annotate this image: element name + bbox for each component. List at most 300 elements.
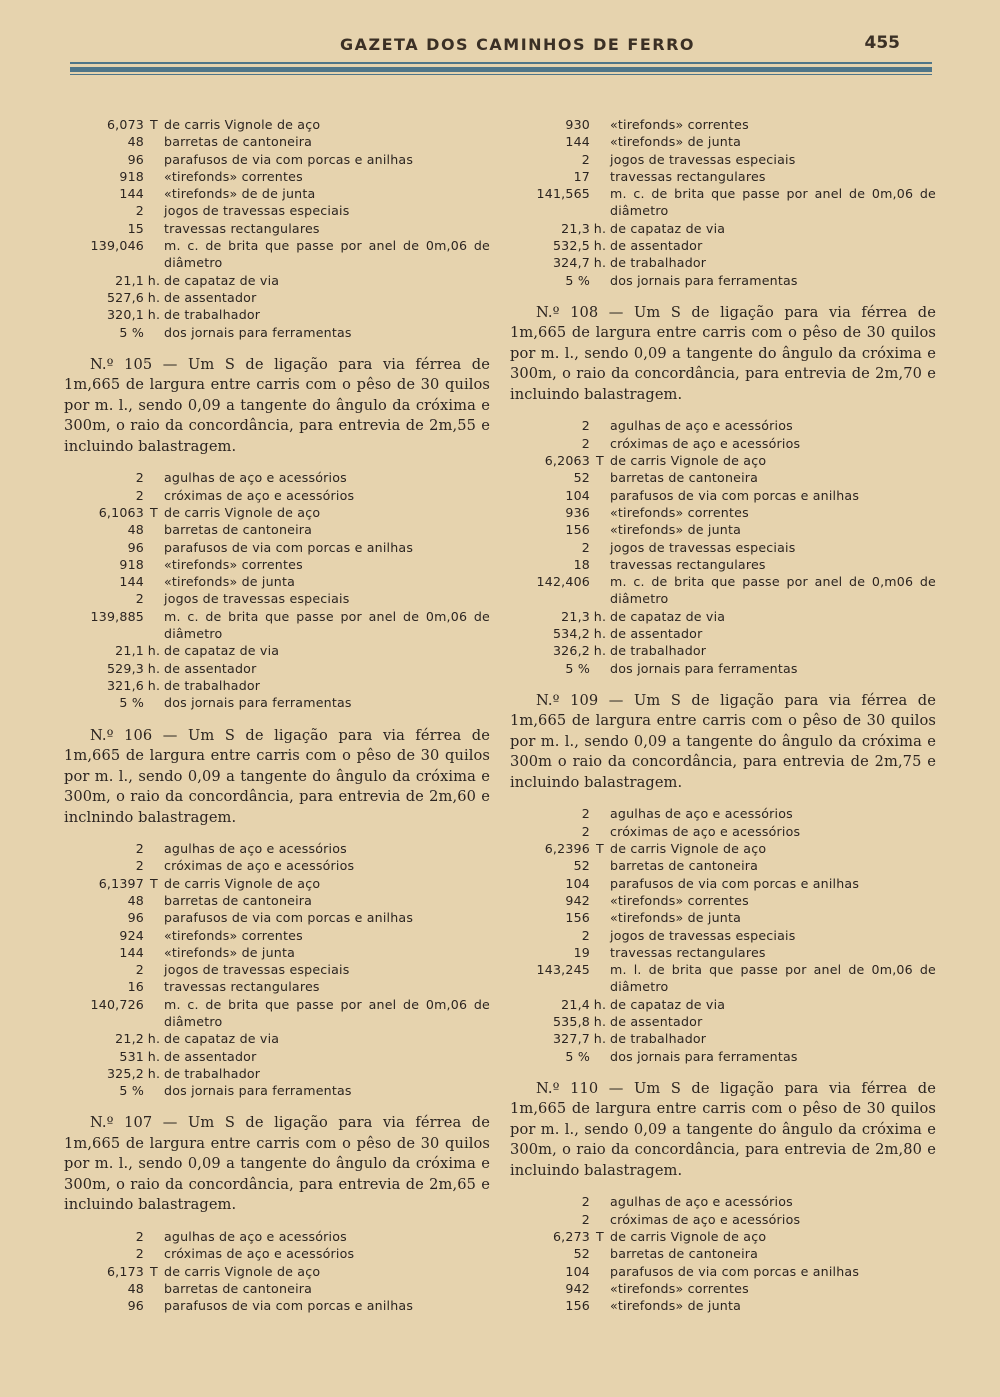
item-text: de carris Vignole de aço (610, 841, 767, 857)
quantity: 942 (565, 892, 590, 908)
quantity: 5 % (565, 1048, 590, 1064)
item-text: «tirefonds» correntes (610, 892, 749, 908)
unit (590, 1297, 610, 1314)
quantity: 2 (135, 487, 144, 503)
materials-list-106 (64, 840, 490, 1099)
quantity: 144 (565, 134, 590, 150)
quantity: 2 (135, 591, 144, 607)
unit (144, 573, 164, 590)
list-item (510, 1193, 936, 1210)
list-item (510, 272, 936, 289)
unit: T (150, 117, 158, 132)
quantity: 936 (565, 504, 590, 520)
item-text: jogos de travessas especiais (164, 962, 350, 978)
list-item (510, 1211, 936, 1228)
quantity: 96 (127, 539, 144, 555)
list-item (64, 1263, 490, 1280)
unit: T (150, 504, 158, 520)
item-text: m. c. de brita que passe por anel de 0m,06 de diâmetro (164, 608, 490, 642)
list-item (64, 168, 490, 185)
item-text: de carris Vignole de aço (164, 117, 321, 132)
materials-list-107 (64, 1228, 490, 1314)
unit: h. (593, 643, 607, 659)
unit (590, 909, 610, 926)
quantity: 2 (581, 418, 590, 434)
quantity: 325,2 (106, 1065, 144, 1081)
unit (144, 608, 164, 643)
quantity: 21,3 (561, 220, 590, 236)
item-text: agulhas de aço e acessórios (610, 418, 793, 434)
list-item (510, 857, 936, 874)
list-item (510, 435, 936, 452)
quantity: 326,2 (552, 643, 590, 659)
quantity: 6,1063 (98, 504, 144, 520)
unit (590, 116, 610, 133)
item-text: parafusos de via com porcas e anilhas (164, 1298, 414, 1314)
list-item (510, 133, 936, 150)
list-item (64, 504, 490, 521)
quantity: 529,3 (106, 660, 144, 676)
list-item (510, 961, 936, 996)
list-item (64, 909, 490, 926)
list-item (510, 875, 936, 892)
list-item (510, 504, 936, 521)
quantity: 918 (119, 556, 144, 572)
unit (590, 168, 610, 185)
quantity: 48 (127, 134, 144, 150)
quantity: 96 (127, 1298, 144, 1314)
quantity: 96 (127, 910, 144, 926)
item-text: jogos de travessas especiais (164, 591, 350, 607)
list-item (510, 1245, 936, 1262)
unit (590, 539, 610, 556)
unit: h. (593, 238, 607, 254)
item-text: m. c. de brita que passe por anel de 0,m06 de diâmetro (610, 574, 936, 607)
quantity: 156 (565, 910, 590, 926)
unit (144, 185, 164, 202)
quantity: 2 (135, 470, 144, 486)
unit (144, 1280, 164, 1297)
unit (144, 133, 164, 150)
quantity: 2 (135, 1228, 144, 1244)
unit (144, 694, 164, 711)
list-item (64, 927, 490, 944)
unit: h. (147, 1048, 161, 1064)
entry-paragraph-108: N.º 108 — Um S de ligação para via férrea de 1m,665 de largura entre carris com o pêso de 30 quilos por m. l., sendo 0,09 a tangente do ângulo da cróxima e 300m, o raio da concordância, para entrevia de 2m,70 e incluindo balastragem. (510, 303, 936, 403)
list-item (64, 324, 490, 341)
unit (144, 892, 164, 909)
unit: h. (593, 608, 607, 624)
unit (590, 133, 610, 150)
list-item (64, 289, 490, 306)
unit (144, 978, 164, 995)
materials-list-105 (64, 469, 490, 711)
quantity: 2 (581, 1194, 590, 1210)
header-rule-main (70, 67, 932, 72)
list-item (64, 1082, 490, 1099)
item-text: de trabalhador (164, 307, 261, 323)
unit (144, 539, 164, 556)
unit (590, 417, 610, 434)
quantity: 2 (581, 435, 590, 451)
item-text: jogos de travessas especiais (164, 203, 350, 219)
list-item (64, 694, 490, 711)
list-item (64, 857, 490, 874)
quantity: 2 (581, 806, 590, 822)
right-column (510, 116, 936, 1324)
unit (144, 996, 164, 1031)
unit: h. (147, 307, 161, 323)
list-item (510, 521, 936, 538)
quantity: 139,046 (90, 238, 144, 254)
item-text: «tirefonds» correntes (164, 927, 303, 943)
unit (590, 1245, 610, 1262)
header-rule-top (70, 62, 932, 64)
journal-title: GAZETA DOS CAMINHOS DE FERRO (340, 35, 696, 54)
list-item (64, 202, 490, 219)
unit (590, 805, 610, 822)
item-text: dos jornais para ferramentas (610, 660, 798, 676)
unit: h. (147, 1065, 161, 1081)
item-text: «tirefonds» de junta (164, 574, 296, 590)
header-rule-bottom (70, 74, 932, 75)
materials-list-110 (510, 1193, 936, 1314)
unit (144, 927, 164, 944)
list-item (510, 573, 936, 608)
item-text: «tirefonds» correntes (164, 168, 303, 184)
list-item (64, 539, 490, 556)
quantity: 2 (135, 858, 144, 874)
quantity: 144 (119, 574, 144, 590)
quantity: 156 (565, 1298, 590, 1314)
unit (590, 892, 610, 909)
quantity: 52 (573, 1246, 590, 1262)
item-text: de assentador (610, 626, 703, 642)
item-text: de trabalhador (164, 1065, 261, 1081)
list-item (64, 590, 490, 607)
list-item (510, 1263, 936, 1280)
quantity: 5 % (119, 1083, 144, 1099)
quantity: 21,2 (115, 1031, 144, 1047)
list-item (64, 1228, 490, 1245)
unit (590, 1048, 610, 1065)
unit (144, 1245, 164, 1262)
item-text: barretas de cantoneira (164, 1280, 313, 1296)
item-text: «tirefonds» correntes (610, 117, 749, 132)
item-text: de carris Vignole de aço (164, 1263, 321, 1279)
item-text: barretas de cantoneira (610, 470, 759, 486)
list-item (64, 1030, 490, 1047)
list-item (64, 978, 490, 995)
quantity: 104 (565, 487, 590, 503)
list-item (510, 237, 936, 254)
item-text: jogos de travessas especiais (610, 927, 796, 943)
item-text: barretas de cantoneira (164, 134, 313, 150)
entry-paragraph-106: N.º 106 — Um S de ligação para via férrea de 1m,665 de largura entre carris com o pêso de 30 quilos por m. l., sendo 0,09 a tangente do ângulo da cróxima e 300m, o raio da concordância, para entrevia de 2m,60 e inclnindo balastragem. (64, 726, 490, 826)
quantity: 930 (565, 117, 590, 132)
unit (590, 1280, 610, 1297)
unit: h. (147, 660, 161, 676)
quantity: 531 (119, 1048, 144, 1064)
unit: T (596, 841, 604, 857)
quantity: 21,1 (115, 272, 144, 288)
item-text: agulhas de aço e acessórios (164, 1228, 347, 1244)
unit (144, 1297, 164, 1314)
item-text: jogos de travessas especiais (610, 151, 796, 167)
quantity: 5 % (119, 695, 144, 711)
item-text: de capataz de via (610, 220, 726, 236)
list-item (64, 642, 490, 659)
unit (590, 927, 610, 944)
item-text: de carris Vignole de aço (164, 875, 321, 891)
item-text: barretas de cantoneira (164, 892, 313, 908)
item-text: cróximas de aço e acessórios (610, 435, 801, 451)
unit (590, 272, 610, 289)
unit: h. (593, 996, 607, 1012)
page-header (70, 30, 932, 76)
list-item (64, 660, 490, 677)
unit (590, 823, 610, 840)
list-item (510, 892, 936, 909)
quantity: 2 (581, 151, 590, 167)
unit (590, 660, 610, 677)
list-item (64, 151, 490, 168)
list-item (510, 625, 936, 642)
item-text: de trabalhador (610, 1031, 707, 1047)
item-text: de trabalhador (610, 643, 707, 659)
item-text: cróximas de aço e acessórios (610, 823, 801, 839)
item-text: parafusos de via com porcas e anilhas (164, 910, 414, 926)
item-text: «tirefonds» de junta (610, 522, 742, 538)
materials-list-108 (510, 417, 936, 676)
quantity: 104 (565, 1263, 590, 1279)
item-text: travessas rectangulares (164, 979, 320, 995)
unit (144, 961, 164, 978)
list-item (510, 220, 936, 237)
quantity: 5 % (565, 660, 590, 676)
unit (144, 909, 164, 926)
quantity: 21,3 (561, 608, 590, 624)
list-item (510, 1030, 936, 1047)
quantity: 48 (127, 892, 144, 908)
list-item (510, 996, 936, 1013)
quantity: 527,6 (106, 289, 144, 305)
item-text: m. c. de brita que passe por anel de 0m,06 de diâmetro (610, 186, 936, 219)
quantity: 534,2 (552, 626, 590, 642)
unit: h. (593, 255, 607, 271)
unit: T (596, 1228, 604, 1244)
materials-list (64, 116, 490, 341)
quantity: 140,726 (90, 996, 144, 1012)
quantity: 6,2063 (544, 453, 590, 469)
item-text: dos jornais para ferramentas (164, 1083, 352, 1099)
quantity: 144 (119, 186, 144, 202)
list-item (510, 452, 936, 469)
unit (590, 435, 610, 452)
unit: h. (147, 643, 161, 659)
list-item (64, 1048, 490, 1065)
list-item (510, 608, 936, 625)
list-item (64, 1245, 490, 1262)
list-item (64, 116, 490, 133)
list-item (510, 642, 936, 659)
unit (144, 1228, 164, 1245)
list-item (510, 417, 936, 434)
item-text: «tirefonds» de junta (610, 134, 742, 150)
list-item (64, 892, 490, 909)
unit: h. (593, 1013, 607, 1029)
list-item (64, 220, 490, 237)
item-text: agulhas de aço e acessórios (164, 470, 347, 486)
quantity: 2 (581, 1211, 590, 1227)
quantity: 104 (565, 875, 590, 891)
entry-paragraph-105: N.º 105 — Um S de ligação para via férrea de 1m,665 de largura entre carris com o pêso de 30 quilos por m. l., sendo 0,09 a tangente do ângulo da cróxima e 300m, o raio da concordância, para entrevia de 2m,55 e incluindo balastragem. (64, 355, 490, 455)
list-item (510, 805, 936, 822)
item-text: «tirefonds» de junta (610, 910, 742, 926)
unit (590, 556, 610, 573)
quantity: 924 (119, 927, 144, 943)
item-text: dos jornais para ferramentas (164, 324, 352, 340)
quantity: 2 (135, 962, 144, 978)
item-text: parafusos de via com porcas e anilhas (610, 487, 860, 503)
list-item (510, 168, 936, 185)
unit (144, 220, 164, 237)
item-text: cróximas de aço e acessórios (164, 487, 355, 503)
quantity: 156 (565, 522, 590, 538)
item-text: de carris Vignole de aço (610, 453, 767, 469)
item-text: de carris Vignole de aço (164, 504, 321, 520)
list-item (510, 539, 936, 556)
list-item (510, 909, 936, 926)
item-text: parafusos de via com porcas e anilhas (610, 1263, 860, 1279)
quantity: 324,7 (552, 255, 590, 271)
quantity: 535,8 (552, 1013, 590, 1029)
item-text: dos jornais para ferramentas (610, 272, 798, 288)
unit (590, 521, 610, 538)
list-item (510, 1297, 936, 1314)
unit: h. (593, 220, 607, 236)
item-text: de carris Vignole de aço (610, 1228, 767, 1244)
item-text: parafusos de via com porcas e anilhas (164, 539, 414, 555)
unit (144, 487, 164, 504)
quantity: 6,2396 (544, 841, 590, 857)
item-text: de assentador (164, 289, 257, 305)
list-item (510, 469, 936, 486)
item-text: de capataz de via (610, 996, 726, 1012)
list-item (64, 185, 490, 202)
list-item (64, 237, 490, 272)
unit (144, 857, 164, 874)
quantity: 96 (127, 151, 144, 167)
item-text: de assentador (164, 660, 257, 676)
item-text: cróximas de aço e acessórios (164, 858, 355, 874)
item-text: de trabalhador (610, 255, 707, 271)
list-item (510, 1228, 936, 1245)
item-text: de capataz de via (164, 272, 280, 288)
list-item (510, 254, 936, 271)
list-item (64, 272, 490, 289)
list-item (64, 1065, 490, 1082)
page-number: 455 (864, 33, 900, 53)
unit: h. (147, 272, 161, 288)
unit: T (150, 1263, 158, 1279)
item-text: agulhas de aço e acessórios (164, 841, 347, 857)
list-item (64, 573, 490, 590)
list-item (510, 1048, 936, 1065)
item-text: dos jornais para ferramentas (164, 695, 352, 711)
quantity: 21,4 (561, 996, 590, 1012)
item-text: travessas rectangulares (610, 168, 766, 184)
quantity: 21,1 (115, 643, 144, 659)
item-text: «tirefonds» correntes (610, 1280, 749, 1296)
item-text: m. c. de brita que passe por anel de 0m,06 de diâmetro (164, 238, 490, 271)
list-item (510, 151, 936, 168)
item-text: de capataz de via (610, 608, 726, 624)
unit (590, 151, 610, 168)
unit (590, 944, 610, 961)
list-item (510, 944, 936, 961)
item-text: parafusos de via com porcas e anilhas (610, 875, 860, 891)
item-text: barretas de cantoneira (610, 1246, 759, 1262)
item-text: agulhas de aço e acessórios (610, 806, 793, 822)
unit (144, 151, 164, 168)
item-text: travessas rectangulares (164, 220, 320, 236)
unit (144, 556, 164, 573)
list-item (510, 840, 936, 857)
item-text: de assentador (610, 1013, 703, 1029)
list-item (64, 133, 490, 150)
unit (144, 521, 164, 538)
quantity: 320,1 (106, 307, 144, 323)
quantity: 2 (135, 203, 144, 219)
list-item (510, 487, 936, 504)
item-text: «tirefonds» de junta (164, 944, 296, 960)
entry-paragraph-110: N.º 110 — Um S de ligação para via férrea de 1m,665 de largura entre carris com o pêso de 30 quilos por m. l., sendo 0,09 a tangente do ângulo da cróxima e 300m, o raio da concordância, para entrevia de 2m,80 e incluindo balastragem. (510, 1079, 936, 1179)
unit: h. (593, 626, 607, 642)
item-text: m. l. de brita que passe por anel de 0m,06 de diâmetro (610, 962, 936, 995)
quantity: 532,5 (552, 238, 590, 254)
quantity: 2 (135, 1246, 144, 1262)
item-text: parafusos de via com porcas e anilhas (164, 151, 414, 167)
list-item (64, 996, 490, 1031)
quantity: 918 (119, 168, 144, 184)
item-text: de assentador (610, 238, 703, 254)
unit (590, 504, 610, 521)
item-text: de assentador (164, 1048, 257, 1064)
quantity: 15 (127, 220, 144, 236)
unit (590, 487, 610, 504)
quantity: 327,7 (552, 1031, 590, 1047)
item-text: de trabalhador (164, 677, 261, 693)
item-text: dos jornais para ferramentas (610, 1048, 798, 1064)
quantity: 48 (127, 1280, 144, 1296)
quantity: 5 % (119, 324, 144, 340)
list-item (64, 875, 490, 892)
list-item (510, 1013, 936, 1030)
item-text: travessas rectangulares (610, 556, 766, 572)
quantity: 321,6 (106, 677, 144, 693)
quantity: 17 (573, 168, 590, 184)
item-text: m. c. de brita que passe por anel de 0m,06 de diâmetro (164, 996, 490, 1029)
quantity: 144 (119, 944, 144, 960)
item-text: cróximas de aço e acessórios (610, 1211, 801, 1227)
item-text: travessas rectangulares (610, 944, 766, 960)
unit (590, 961, 610, 996)
quantity: 141,565 (536, 186, 590, 202)
item-text: «tirefonds» correntes (610, 504, 749, 520)
item-text: «tirefonds» correntes (164, 556, 303, 572)
item-text: de capataz de via (164, 643, 280, 659)
